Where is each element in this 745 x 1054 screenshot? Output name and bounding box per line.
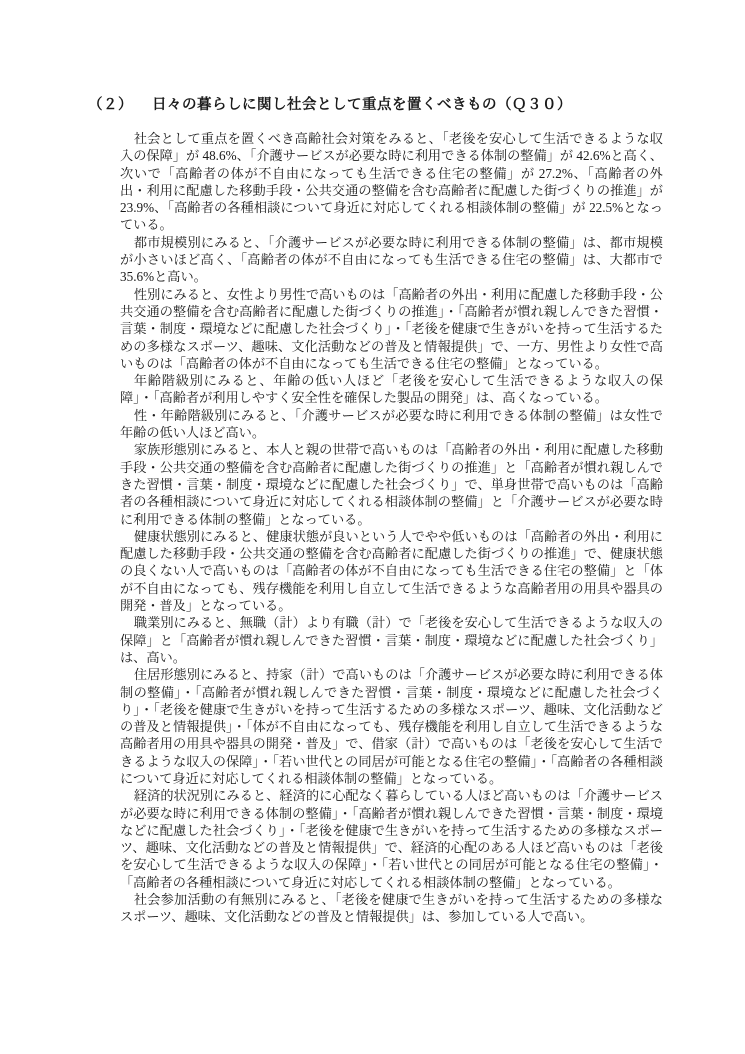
section-title: 日々の暮らしに関し社会として重点を置くべきもの（Ｑ３０） <box>152 97 572 113</box>
paragraph: 経済的状況別にみると、経済的に心配なく暮らしている人ほど高いものは「介護サービスが必要な時に利用できる体制の整備」・「高齢者が慣れ親しんできた習慣・言葉・制度・環境などに配慮した社会づくり」・「老後を健康で生きがいを持って生活するための多様なスポーツ、趣味、文化活動などの普及と情報提供」で、経済的心配のある人ほど高いものは「老後を安心して生活できるような収入の保障」・「若い世代との同居が可能となる住宅の整備」・「高齢者の各種相談について身近に対応してくれる相談体制の整備」となっている。 <box>120 788 663 890</box>
paragraph: 都市規模別にみると、「介護サービスが必要な時に利用できる体制の整備」は、都市規模が小さいほど高く、「高齢者の体が不自由になっても生活できる住宅の整備」は、大都市で 35.6%と高い。 <box>120 234 663 285</box>
paragraph: 職業別にみると、無職（計）より有職（計）で「老後を安心して生活できるような収入の保障」と「高齢者が慣れ親しんできた習慣・言葉・制度・環境などに配慮した社会づくり」は、高い。 <box>120 615 663 665</box>
paragraph: 社会として重点を置くべき高齢社会対策をみると、「老後を安心して生活できるような収入の保障」が 48.6%、「介護サービスが必要な時に利用できる体制の整備」が 42.6%と高く、次いで「高齢者の体が不自由になっても生活できる住宅の整備」が 27.2%、「高齢者の外出・利用に配慮した移動手段・公共交通の整備を含む高齢者に配慮した街づくりの推進」が 23.9%、「高齢者の各種相談について身近に対応してくれる相談体制の整備」が 22.5%となっている。 <box>120 131 663 233</box>
paragraph: 健康状態別にみると、健康状態が良いという人でやや低いものは「高齢者の外出・利用に配慮した移動手段・公共交通の整備を含む高齢者に配慮した街づくりの推進」で、健康状態の良くない人で高いものは「高齢者の体が不自由になっても生活できる住宅の整備」と「体が不自由になっても、残存機能を利用し自立して生活できるような高齢者用の用具や器具の開発・普及」となっている。 <box>120 528 663 614</box>
paragraph: 住居形態別にみると、持家（計）で高いものは「介護サービスが必要な時に利用できる体制の整備」・「高齢者が慣れ親しんできた習慣・言葉・制度・環境などに配慮した社会づくり」・「老後を健康で生きがいを持って生活するための多様なスポーツ、趣味、文化活動などの普及と情報提供」・「体が不自由になっても、残存機能を利用し自立して生活できるような高齢者用の用具や器具の開発・普及」で、借家（計）で高いものは「老後を安心して生活できるような収入の保障」・「若い世代との同居が可能となる住宅の整備」・「高齢者の各種相談について身近に対応してくれる相談体制の整備」となっている。 <box>120 667 663 786</box>
paragraph: 年齢階級別にみると、年齢の低い人ほど「老後を安心して生活できるような収入の保障」・「高齢者が利用しやすく安全性を確保した製品の開発」は、高くなっている。 <box>120 373 663 406</box>
paragraph: 家族形態別にみると、本人と親の世帯で高いものは「高齢者の外出・利用に配慮した移動手段・公共交通の整備を含む高齢者に配慮した街づくりの推進」と「高齢者が慣れ親しんできた習慣・言葉・制度・環境などに配慮した社会づくり」で、単身世帯で高いものは「高齢者の各種相談について身近に対応してくれる相談体制の整備」と「介護サービスが必要な時に利用できる体制の整備」となっている。 <box>120 442 663 527</box>
paragraph: 性・年齢階級別にみると、「介護サービスが必要な時に利用できる体制の整備」は女性で年齢の低い人ほど高い。 <box>120 407 663 441</box>
paragraph: 社会参加活動の有無別にみると、「老後を健康で生きがいを持って生活するための多様なスポーツ、趣味、文化活動などの普及と情報提供」は、参加している人で高い。 <box>120 892 663 925</box>
section-number: （２） <box>88 97 133 113</box>
body-text <box>120 130 663 926</box>
paragraph: 性別にみると、女性より男性で高いものは「高齢者の外出・利用に配慮した移動手段・公共交通の整備を含む高齢者に配慮した街づくりの推進」・「高齢者が慣れ親しんできた習慣・言葉・制度・環境などに配慮した社会づくり」・「老後を健康で生きがいを持って生活するための多様なスポーツ、趣味、文化活動などの普及と情報提供」で、一方、男性より女性で高いものは「高齢者の体が不自由になっても生活できる住宅の整備」となっている。 <box>120 286 663 371</box>
section-heading <box>88 96 572 114</box>
